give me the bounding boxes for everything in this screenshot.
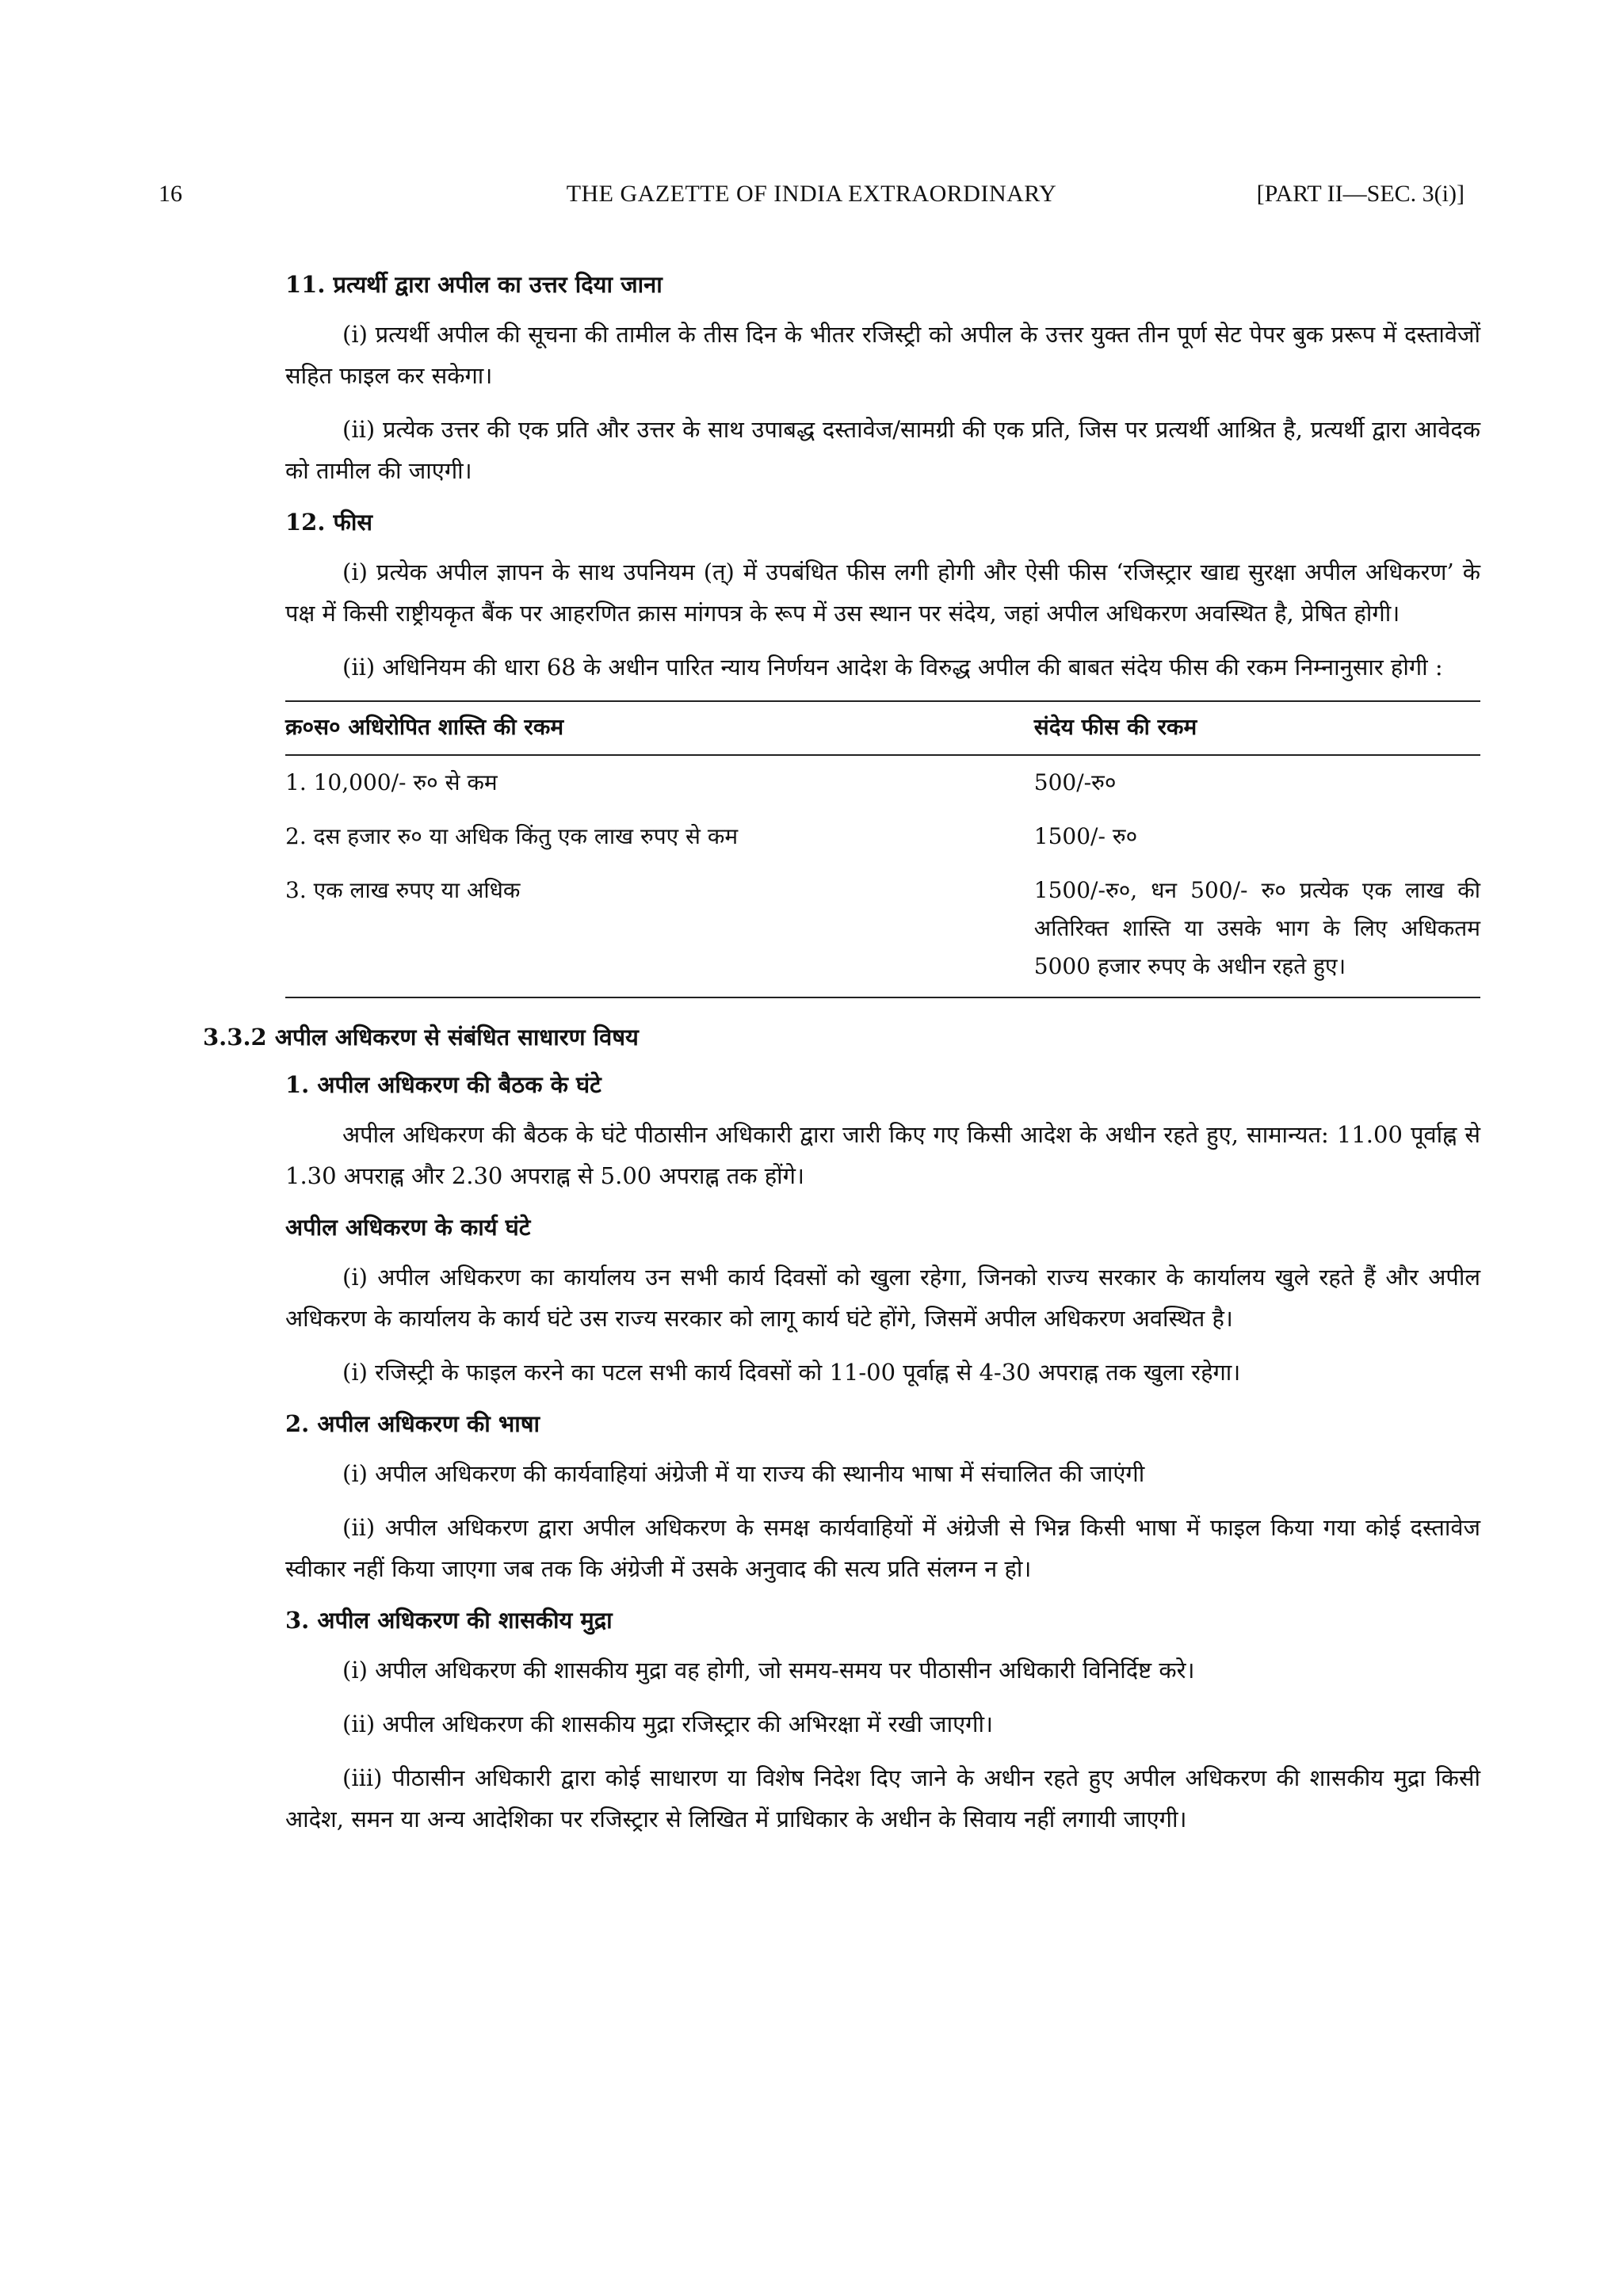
working-hours-heading: अपील अधिकरण के कार्य घंटे bbox=[285, 1214, 531, 1241]
fee-table-col-fee: संदेय फीस की रकम bbox=[1002, 701, 1480, 755]
official-seal-para-2: (ii) अपील अधिकरण की शासकीय मुद्रा रजिस्ट्रार की अभिरक्षा में रखी जाएगी। bbox=[342, 1711, 993, 1737]
page-number: 16 bbox=[158, 181, 182, 207]
table-row bbox=[285, 864, 1480, 997]
table-row bbox=[285, 755, 1480, 810]
fee-table bbox=[285, 700, 1480, 998]
running-header bbox=[158, 181, 1465, 220]
table-cell-fee: 1500/- रु० bbox=[1033, 823, 1138, 849]
table-cell-penalty: 2. दस हजार रु० या अधिक किंतु एक लाख रुपए से कम bbox=[285, 823, 739, 849]
fee-table-header-row bbox=[285, 701, 1480, 755]
table-cell-penalty: 1. 10,000/- रु० से कम bbox=[285, 769, 498, 795]
fee-table-col-penalty: क्र०स० अधिरोपित शास्ति की रकम bbox=[285, 701, 1002, 755]
sitting-hours-para: अपील अधिकरण की बैठक के घंटे पीठासीन अधिकारी द्वारा जारी किए गए किसी आदेश के अधीन रहते हुए, सामान्यत: 11.00 पूर्वाह्न से 1.30 अपराह्न और 2.30 अपराह्न से 5.00 अपराह्न तक होंगे। bbox=[285, 1121, 1480, 1189]
gazette-title: THE GAZETTE OF INDIA EXTRAORDINARY bbox=[566, 181, 1057, 207]
table-row bbox=[285, 810, 1480, 864]
table-cell-penalty: 3. एक लाख रुपए या अधिक bbox=[285, 864, 1002, 997]
section-12-para-2: (ii) अधिनियम की धारा 68 के अधीन पारित न्याय निर्णयन आदेश के विरुद्ध अपील की बाबत संदेय फीस की रकम निम्नानुसार होगी : bbox=[342, 654, 1443, 681]
section-12-para-1: (i) प्रत्येक अपील ज्ञापन के साथ उपनियम (त्) में उपबंधित फीस लगी होगी और ऐसी फीस ‘रजिस्ट्रार खाद्य सुरक्षा अपील अधिकरण’ के पक्ष में किसी राष्ट्रीयकृत बैंक पर आहरणित क्रास मांगपत्र के रूप में उस स्थान पर संदेय, जहां अपील अधिकरण अवस्थित है, प्रेषित होगी। bbox=[285, 559, 1480, 627]
language-para-2: (ii) अपील अधिकरण द्वारा अपील अधिकरण के समक्ष कार्यवाहियों में अंग्रेजी से भिन्न किसी भाषा में फाइल किया गया कोई दस्तावेज स्वीकार नहीं किया जाएगा जब तक कि अंग्रेजी में उसके अनुवाद की सत्य प्रति संलग्न न हो। bbox=[285, 1514, 1480, 1582]
working-hours-para-1: (i) अपील अधिकरण का कार्यालय उन सभी कार्य दिवसों को खुला रहेगा, जिनको राज्य सरकार के कार्यालय खुले रहते हैं और अपील अधिकरण के कार्यालय के कार्य घंटे उस राज्य सरकार को लागू कार्य घंटे होंगे, जिसमें अपील अधिकरण अवस्थित है। bbox=[285, 1264, 1480, 1332]
language-heading: 2. अपील अधिकरण की भाषा bbox=[285, 1410, 540, 1437]
official-seal-heading: 3. अपील अधिकरण की शासकीय मुद्रा bbox=[285, 1607, 613, 1634]
official-seal-para-1: (i) अपील अधिकरण की शासकीय मुद्रा वह होगी, जो समय-समय पर पीठासीन अधिकारी विनिर्दिष्ट करे। bbox=[342, 1657, 1195, 1684]
section-11-heading: 11. प्रत्यर्थी द्वारा अपील का उत्तर दिया जाना bbox=[285, 271, 663, 298]
official-seal-para-3: (iii) पीठासीन अधिकारी द्वारा कोई साधारण या विशेष निदेश दिए जाने के अधीन रहते हुए अपील अधिकरण की शासकीय मुद्रा किसी आदेश, समन या अन्य आदेशिका पर रजिस्ट्रार से लिखित में प्राधिकार के अधीन के सिवाय नहीं लगायी जाएगी। bbox=[285, 1764, 1480, 1833]
section-11-para-2: (ii) प्रत्येक उत्तर की एक प्रति और उत्तर के साथ उपाबद्ध दस्तावेज/सामग्री की एक प्रति, जिस पर प्रत्यर्थी आश्रित है, प्रत्यर्थी द्वारा आवेदक को तामील की जाएगी। bbox=[285, 416, 1480, 484]
section-3-3-2-heading: 3.3.2 अपील अधिकरण से संबंधित साधारण विषय bbox=[203, 1024, 639, 1051]
working-hours-para-2: (i) रजिस्ट्री के फाइल करने का पटल सभी कार्य दिवसों को 11-00 पूर्वाह्न से 4-30 अपराह्न तक खुला रहेगा। bbox=[342, 1359, 1241, 1386]
section-12-heading: 12. फीस bbox=[285, 509, 373, 536]
sitting-hours-heading: 1. अपील अधिकरण की बैठक के घंटे bbox=[285, 1071, 601, 1098]
table-cell-fee: 1500/-रु०, धन 500/- रु० प्रत्येक एक लाख की अतिरिक्त शास्ति या उसके भाग के लिए अधिकतम 5000 हजार रुपए के अधीन रहते हुए। bbox=[1002, 864, 1480, 997]
part-section: [PART II—SEC. 3(i)] bbox=[1256, 181, 1465, 207]
document-body bbox=[203, 261, 1480, 1852]
section-11-para-1: (i) प्रत्यर्थी अपील की सूचना की तामील के तीस दिन के भीतर रजिस्ट्री को अपील के उत्तर युक्त तीन पूर्ण सेट पेपर बुक प्ररूप में दस्तावेजों सहित फाइल कर सकेगा। bbox=[285, 321, 1480, 389]
language-para-1: (i) अपील अधिकरण की कार्यवाहियां अंग्रेजी में या राज्य की स्थानीय भाषा में संचालित की जाएंगी bbox=[342, 1460, 1145, 1487]
table-cell-fee: 500/-रु० bbox=[1033, 769, 1117, 795]
